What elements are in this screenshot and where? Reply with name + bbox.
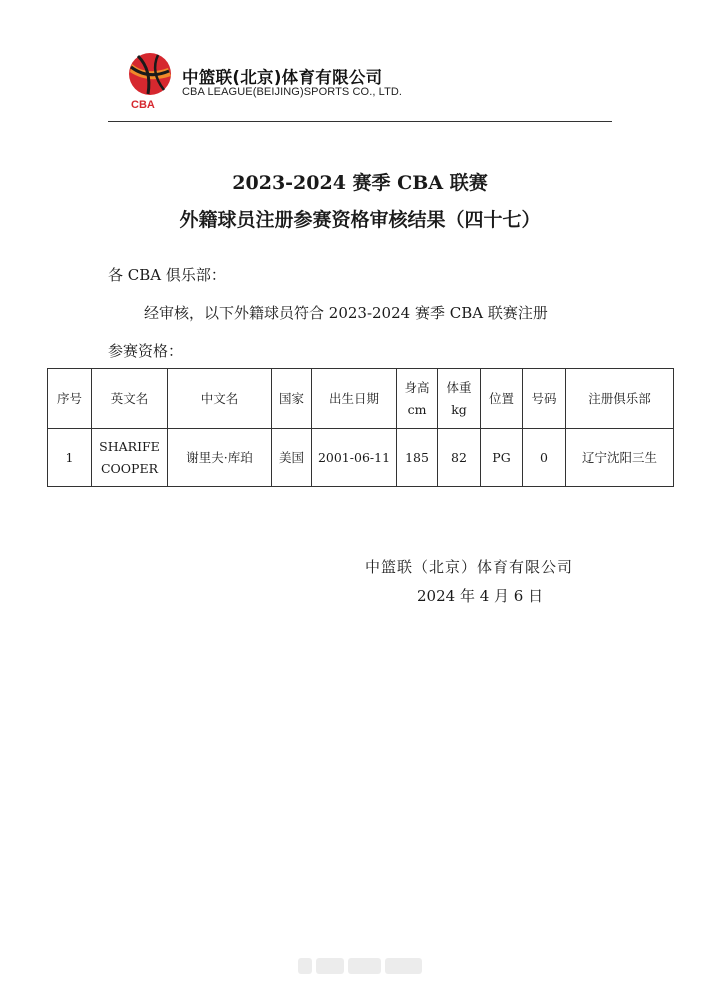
watermark-mark (316, 958, 345, 974)
signature-date: 2024 年 4 月 6 日 (417, 587, 544, 605)
header-en-name: 英文名 (92, 369, 168, 429)
table-header-row (48, 369, 674, 429)
salutation: 各 CBA 俱乐部： (108, 266, 226, 284)
document-title-line2: 外籍球员注册参赛资格审核结果（四十七） (179, 209, 541, 231)
watermark-mark (298, 958, 312, 974)
header-number: 号码 (523, 369, 566, 429)
header-country: 国家 (272, 369, 312, 429)
body-text-line1: 经审核，以下外籍球员符合 2023-2024 赛季 CBA 联赛注册 (144, 304, 548, 322)
cell-birth: 2001-06-11 (312, 429, 397, 487)
logo-text: CBA (131, 99, 155, 111)
header-weight (438, 369, 481, 429)
header-no: 序号 (48, 369, 92, 429)
header-cn-name: 中文名 (168, 369, 272, 429)
cell-number: 0 (523, 429, 566, 487)
watermark-mark (385, 958, 422, 974)
header-position: 位置 (481, 369, 523, 429)
cell-en-name-line2: COOPER (100, 460, 158, 476)
cell-no: 1 (48, 429, 92, 487)
cba-logo (126, 50, 176, 112)
header-birth: 出生日期 (312, 369, 397, 429)
cell-club: 辽宁沈阳三生 (566, 429, 674, 487)
document-title-line1: 2023-2024 赛季 CBA 联赛 (232, 172, 488, 194)
watermark-mark (348, 958, 381, 974)
letterhead (126, 50, 426, 112)
watermark (298, 955, 422, 977)
cell-en-name-line1: SHARIFE (99, 438, 160, 454)
cell-height: 185 (397, 429, 438, 487)
cell-weight: 82 (438, 429, 481, 487)
company-name-cn: 中篮联(北京)体育有限公司 (182, 68, 383, 87)
header-height-unit: cm (407, 401, 427, 417)
table-row (48, 429, 674, 487)
header-height (397, 369, 438, 429)
header-weight-unit: kg (451, 401, 467, 417)
player-table (47, 368, 674, 487)
basketball-icon (126, 50, 176, 112)
cell-position: PG (481, 429, 523, 487)
header-weight-label: 体重 (446, 379, 472, 395)
cell-en-name (92, 429, 168, 487)
cell-country: 美国 (272, 429, 312, 487)
company-name-en: CBA LEAGUE(BEIJING)SPORTS CO., LTD. (182, 86, 403, 98)
cell-cn-name: 谢里夫·库珀 (168, 429, 272, 487)
header-club: 注册俱乐部 (566, 369, 674, 429)
header-height-label: 身高 (404, 379, 430, 395)
body-text-line2: 参赛资格： (108, 342, 184, 360)
header-divider (108, 121, 612, 122)
signature-org: 中篮联（北京）体育有限公司 (365, 558, 574, 576)
